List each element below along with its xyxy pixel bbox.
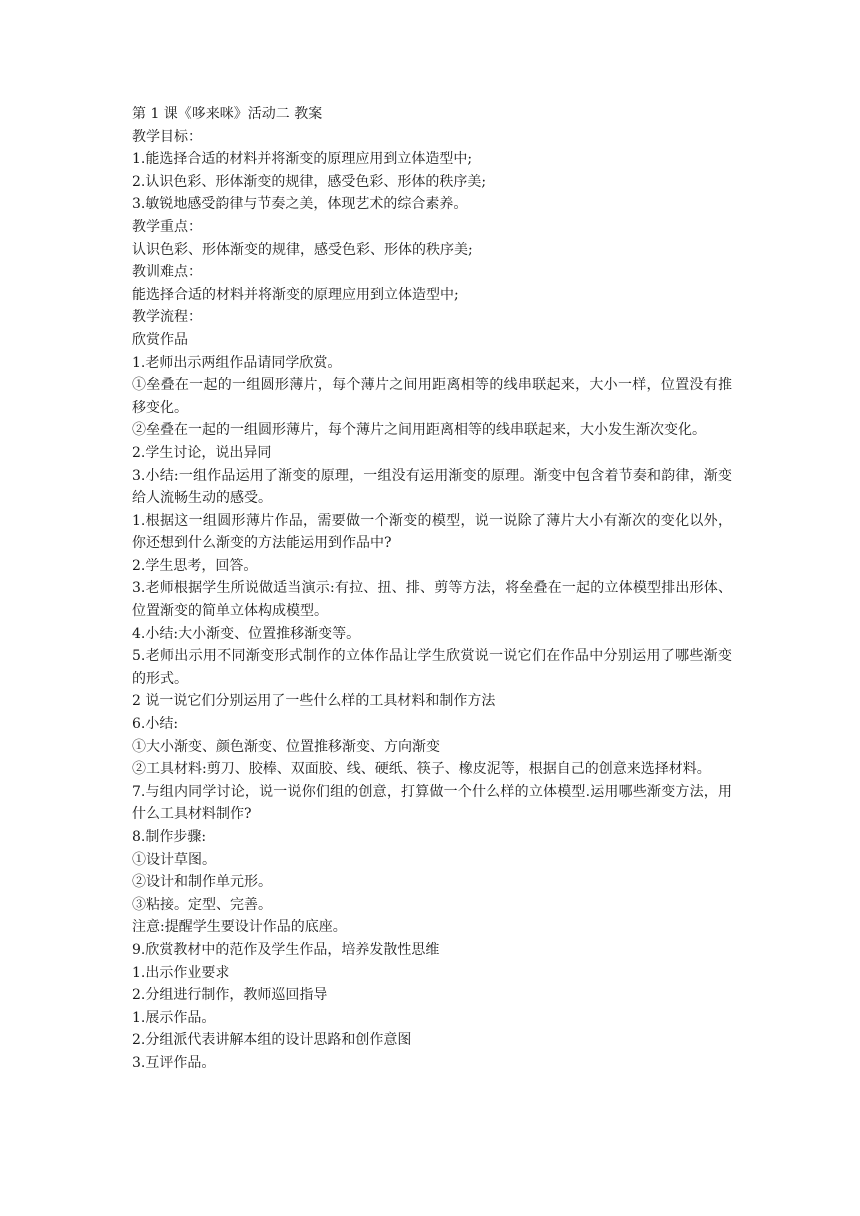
document-title: 第 1 课《哆来咪》活动二 教案 (132, 106, 323, 122)
text-line: 认识色彩、形体渐变的规律，感受色彩、形体的秩序美; (132, 241, 473, 258)
text-line: 8.制作步骤: (132, 829, 207, 845)
text-line: 3.老师根据学生所说做适当演示:有拉、扭、排、剪等方法，将垒叠在一起的立体模型排出形体、位置渐变的简单立体构成模型。 (132, 580, 732, 620)
text-line: 教训难点： (132, 264, 202, 281)
text-line: 3.互评作品。 (132, 1054, 216, 1071)
text-line: 2.分组派代表讲解本组的设计思路和创作意图 (132, 1032, 412, 1049)
text-line: 1.出示作业要求 (132, 964, 230, 981)
text-line: 7.与组内同学讨论，说一说你们组的创意，打算做一个什么样的立体模型.运用哪些渐变方法，用什么工具材料制作? (132, 783, 732, 823)
text-line: 9.欣赏教材中的范作及学生作品，培养发散性思维 (132, 941, 440, 958)
text-line: 2.认识色彩、形体渐变的规律，感受色彩、形体的秩序美; (132, 173, 487, 190)
text-line: ①垒叠在一起的一组圆形薄片，每个薄片之间用距离相等的线串联起来，大小一样，位置没有推移变化。 (132, 377, 732, 416)
text-line: 教学目标： (132, 128, 202, 145)
text-line: 教学重点： (132, 218, 202, 235)
text-line: 2 说一说它们分别运用了一些什么样的工具材料和制作方法 (132, 693, 496, 710)
text-line: 4.小结:大小渐变、位置推移渐变等。 (132, 625, 361, 642)
text-line: 注意:提醒学生要设计作品的底座。 (132, 919, 347, 936)
text-line: 6.小结: (132, 716, 179, 733)
text-line: ①大小渐变、颜色渐变、位置推移渐变、方向渐变 (132, 738, 440, 755)
text-line: 1.能选择合适的材料并将渐变的原理应用到立体造型中; (132, 151, 473, 168)
text-line: 2.分组进行制作，教师巡回指导 (132, 987, 328, 1004)
text-line: 2.学生思考，回答。 (132, 557, 258, 574)
text-line: 1.展示作品。 (132, 1009, 216, 1026)
text-line: ③粘接。定型、完善。 (132, 896, 272, 913)
text-line: ②垒叠在一起的一组圆形薄片，每个薄片之间用距离相等的线串联起来，大小发生渐次变化。 (132, 422, 706, 439)
text-line: 3.小结:一组作品运用了渐变的原理，一组没有运用渐变的原理。渐变中包含着节奏和韵律，渐变给人流畅生动的感受。 (132, 467, 732, 507)
text-line: ①设计草图。 (132, 851, 216, 868)
text-line: 3.敏锐地感受韵律与节奏之美，体现艺术的综合素养。 (132, 196, 468, 213)
text-line: ②工具材料:剪刀、胶棒、双面胶、线、硬纸、筷子、橡皮泥等，根据自己的创意来选择材料。 (132, 761, 711, 778)
text-line: 教学流程： (132, 309, 202, 326)
text-line: 2.学生讨论，说出异同 (132, 444, 272, 461)
text-line: 能选择合适的材料并将渐变的原理应用到立体造型中; (132, 286, 459, 303)
text-line: 欣赏作品 (132, 331, 188, 348)
text-line: 1.根据这一组圆形薄片作品，需要做一个渐变的模型，说一说除了薄片大小有渐次的变化以外，你还想到什么渐变的方法能运用到作品中? (132, 512, 732, 552)
text-line: ②设计和制作单元形。 (132, 874, 272, 891)
text-line: 1.老师出示两组作品请同学欣赏。 (132, 354, 342, 371)
text-line: 5.老师出示用不同渐变形式制作的立体作品让学生欣赏说一说它们在作品中分别运用了哪些渐变的形式。 (132, 648, 732, 687)
lesson-plan-document (132, 103, 732, 1075)
